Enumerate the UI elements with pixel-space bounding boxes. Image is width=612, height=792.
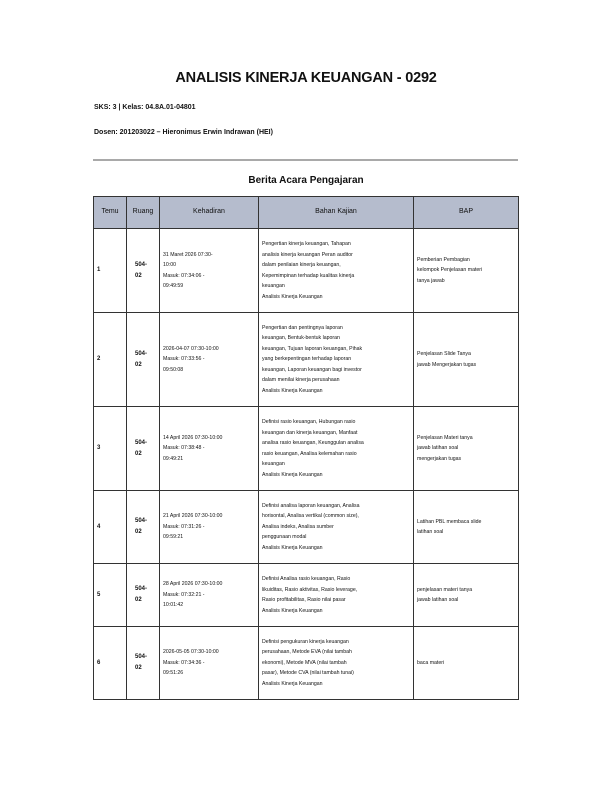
cell-ruang: 504- 02 bbox=[127, 491, 160, 564]
cell-bahan-kajian: Definisi analisa laporan keuangan, Analisa horisontal, Analisa vertikal (common size), Analisa indeks, Analisa sumber penggunaan modal Analisis Kinerja Keuangan bbox=[259, 491, 414, 564]
header-bahan-kajian: Bahan Kajian bbox=[259, 197, 414, 229]
table-row bbox=[94, 627, 519, 700]
cell-temu: 2 bbox=[94, 313, 127, 407]
cell-kehadiran: 2026-04-07 07:30-10:00 Masuk: 07:33:56 - 09:50:08 bbox=[160, 313, 259, 407]
cell-temu: 6 bbox=[94, 627, 127, 700]
cell-kehadiran: 2026-05-05 07:30-10:00 Masuk: 07:34:36 - 09:51:26 bbox=[160, 627, 259, 700]
cell-bap: Penjelasan Slide Tanya jawab Mengerjakan tugas bbox=[414, 313, 519, 407]
cell-temu: 5 bbox=[94, 564, 127, 627]
table-row bbox=[94, 313, 519, 407]
cell-kehadiran: 21 April 2026 07:30-10:00 Masuk: 07:31:26 - 09:59:21 bbox=[160, 491, 259, 564]
cell-ruang: 504- 02 bbox=[127, 627, 160, 700]
document-title: ANALISIS KINERJA KEUANGAN - 0292 bbox=[175, 70, 437, 86]
cell-kehadiran: 28 April 2026 07:30-10:00 Masuk: 07:32:21 - 10:01:42 bbox=[160, 564, 259, 627]
cell-temu: 4 bbox=[94, 491, 127, 564]
header-temu: Temu bbox=[94, 197, 127, 229]
cell-kehadiran: 31 Maret 2026 07:30- 10:00 Masuk: 07:34:06 - 09:49:59 bbox=[160, 229, 259, 313]
cell-ruang: 504- 02 bbox=[127, 407, 160, 491]
table-row bbox=[94, 564, 519, 627]
table-row bbox=[94, 491, 519, 564]
lecturer-info: Dosen: 201203022 – Hieronimus Erwin Indrawan (HEI) bbox=[94, 129, 273, 136]
table-row bbox=[94, 407, 519, 491]
header-ruang: Ruang bbox=[127, 197, 160, 229]
cell-ruang: 504- 02 bbox=[127, 564, 160, 627]
header-kehadiran: Kehadiran bbox=[160, 197, 259, 229]
cell-kehadiran: 14 April 2026 07:30-10:00 Masuk: 07:38:48 - 09:49:21 bbox=[160, 407, 259, 491]
cell-temu: 3 bbox=[94, 407, 127, 491]
cell-bap: Penjelasan Materi tanya jawab latihan soal mengerjakan tugas bbox=[414, 407, 519, 491]
cell-ruang: 504- 02 bbox=[127, 229, 160, 313]
course-info: SKS: 3 | Kelas: 04.8A.01-04801 bbox=[94, 104, 196, 111]
cell-bap: Latihan PBL membaca slide latihan soal bbox=[414, 491, 519, 564]
cell-temu: 1 bbox=[94, 229, 127, 313]
cell-bahan-kajian: Pengertian kinerja keuangan, Tahapan analisis kinerja keuangan Peran auditor dalam penilaian kinerja keuangan, Kepemimpinan terhadap kualitas kinerja keuangan Analisis Kinerja Keuangan bbox=[259, 229, 414, 313]
cell-bahan-kajian: Pengertian dan pentingnya laporan keuangan, Bentuk-bentuk laporan keuangan, Tujuan laporan keuangan, Pihak yang berkepentingan terhadap laporan keuangan, Laporan keuangan bagi investor dalam menilai kinerja perusahaan Analisis Kinerja Keuangan bbox=[259, 313, 414, 407]
table-header-row bbox=[94, 197, 519, 229]
cell-bap: baca materi bbox=[414, 627, 519, 700]
cell-bahan-kajian: Definisi rasio keuangan, Hubungan rasio keuangan dan kinerja keuangan, Manfaat analisa rasio keuangan, Keunggulan analisa rasio keuangan, Analisa kelemahan rasio keuangan Analisis Kinerja Keuangan bbox=[259, 407, 414, 491]
header-bap: BAP bbox=[414, 197, 519, 229]
section-title: Berita Acara Pengajaran bbox=[248, 175, 364, 186]
cell-bahan-kajian: Definisi Analisa rasio keuangan, Rasio likuiditas, Rasio aktivitas, Rasio leverage, Rasio profitabilitas, Rasio nilai pasar Analisis Kinerja Keuangan bbox=[259, 564, 414, 627]
cell-bap: Pemberian Pembagian kelompok Penjelasan materi tanya jawab bbox=[414, 229, 519, 313]
divider bbox=[93, 159, 518, 161]
teaching-record-table bbox=[93, 196, 519, 700]
cell-bahan-kajian: Definisi pengukuran kinerja keuangan perusahaan, Metode EVA (nilai tambah ekonomi), Metode MVA (nilai tambah pasar), Metode CVA (nilai tambah tunai) Analisis Kinerja Keuangan bbox=[259, 627, 414, 700]
cell-ruang: 504- 02 bbox=[127, 313, 160, 407]
cell-bap: penjelasan materi tanya jawab latihan soal bbox=[414, 564, 519, 627]
table-row bbox=[94, 229, 519, 313]
